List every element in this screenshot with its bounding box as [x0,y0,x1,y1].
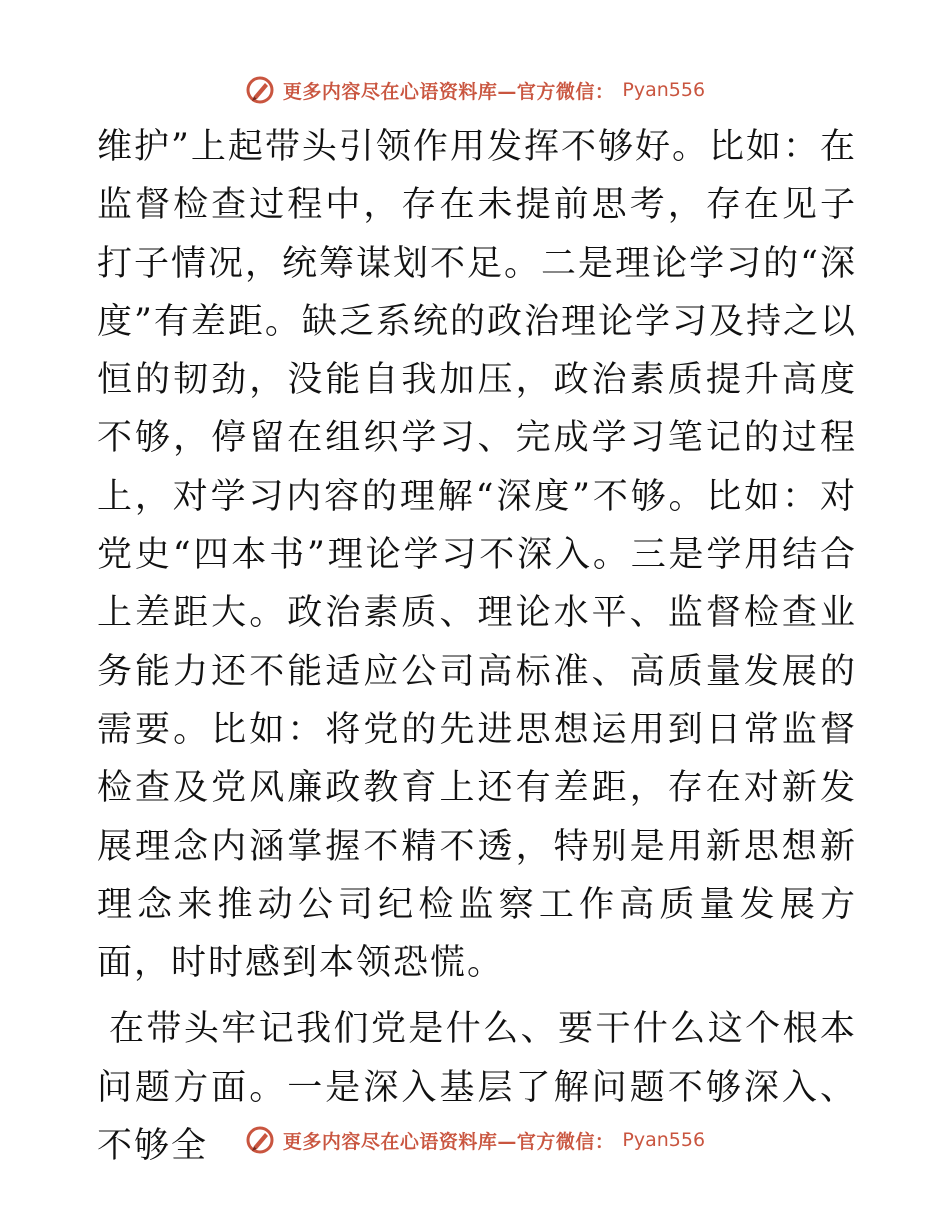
header-banner-text: 更多内容尽在心语资料库—官方微信： [282,80,615,103]
footer-banner-id: Pyan556 [622,1129,706,1151]
header-banner [0,70,950,110]
paragraph: 在带头牢记我们党是什么、要干什么这个根本问题方面。一是深入基层了解问题不够深入、不够全 [97,1009,857,1167]
document-body [97,118,857,1175]
footer-banner [0,1120,950,1160]
paragraph: 维护”上起带头引领作用发挥不够好。比如：在监督检查过程中，存在未提前思考，存在见子打子情况，统筹谋划不足。二是理论学习的“深度”有差距。缺乏系统的政治理论学习及持之以恒的韧劲，没能自我加压，政治素质提升高度不够，停留在组织学习、完成学习笔记的过程上，对学习内容的理解“深度”不够。比如：对党史“四本书”理论学习不深入。三是学用结合上差距大。政治素质、理论水平、监督检查业务能力还不能适应公司高标准、高质量发展的需要。比如：将党的先进思想运用到日常监督检查及党风廉政教育上还有差距，存在对新发展理念内涵掌握不精不透，特别是用新思想新理念来推动公司纪检监察工作高质量发展方面，时时感到本领恐慌。 [97,127,857,984]
pen-logo-icon [245,75,275,105]
header-banner-id: Pyan556 [622,79,706,101]
pen-logo-icon [245,1125,275,1155]
footer-banner-text: 更多内容尽在心语资料库—官方微信： [282,1130,615,1153]
